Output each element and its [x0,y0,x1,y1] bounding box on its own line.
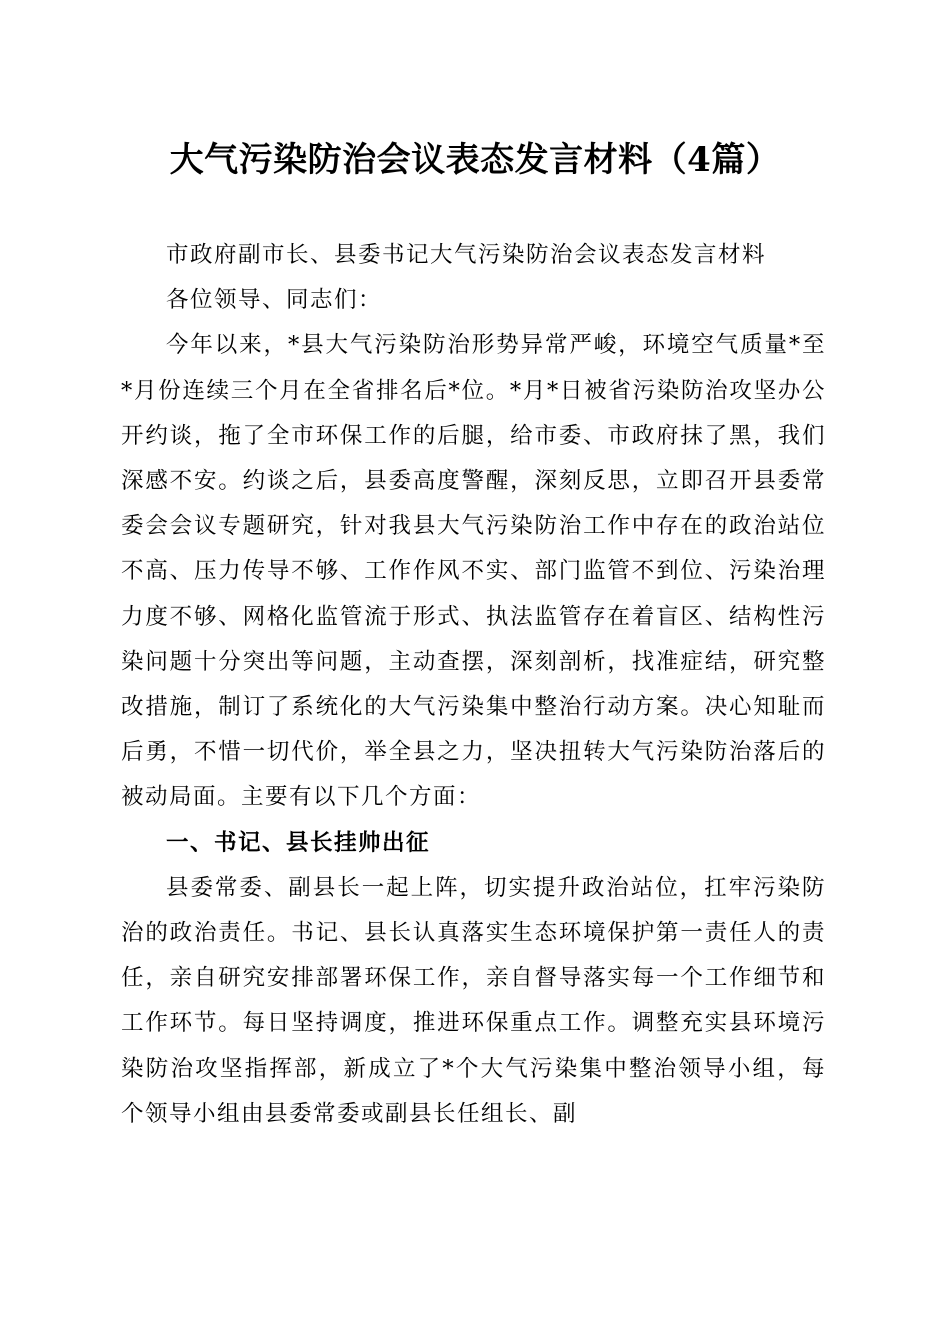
section-heading-1: 一、书记、县长挂帅出征 [166,829,431,856]
paragraph-section-1: 县委常委、副县长一起上阵，切实提升政治站位，扛牢污染防治的政治责任。书记、县长认真落实生态环境保护第一责任人的责任，亲自研究安排部署环保工作，亲自督导落实每一个工作细节和工作环节。每日坚持调度，推进环保重点工作。调整充实县环境污染防治攻坚指挥部，新成立了*个大气污染集中整治领导小组，每个领导小组由县委常委或副县长任组长、副 [121,874,826,1127]
document-title: 大气污染防治会议表态发言材料（4篇） [169,140,781,180]
paragraph-intro: 今年以来，*县大气污染防治形势异常严峻，环境空气质量*至*月份连续三个月在全省排名后*位。*月*日被省污染防治攻坚办公开约谈，拖了全市环保工作的后腿，给市委、市政府抹了黑，我们深感不安。约谈之后，县委高度警醒，深刻反思，立即召开县委常委会会议专题研究，针对我县大气污染防治工作中存在的政治站位不高、压力传导不够、工作作风不实、部门监管不到位、污染治理力度不够、网格化监管流于形式、执法监管存在着盲区、结构性污染问题十分突出等问题，主动查摆，深刻剖析，找准症结，研究整改措施，制订了系统化的大气污染集中整治行动方案。决心知耻而后勇，不惜一切代价，举全县之力，坚决扭转大气污染防治落后的被动局面。主要有以下几个方面： [121,332,826,811]
document-subtitle: 市政府副市长、县委书记大气污染防治会议表态发言材料 [166,242,767,268]
document-body [121,233,826,1137]
salutation: 各位领导、同志们： [166,287,383,314]
